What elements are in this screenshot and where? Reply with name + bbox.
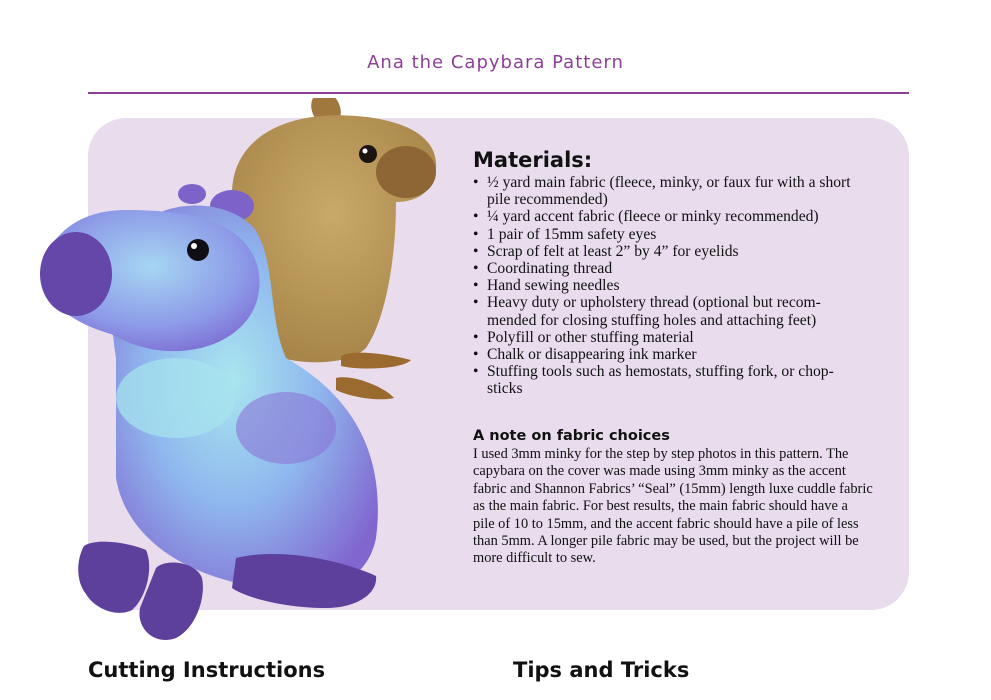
title-divider bbox=[88, 92, 909, 94]
list-item: • Chalk or disappearing ink marker bbox=[473, 346, 873, 363]
list-item: • Hand sewing needles bbox=[473, 277, 873, 294]
page-title: Ana the Capybara Pattern bbox=[367, 52, 624, 73]
fabric-note bbox=[473, 428, 873, 568]
list-item: • 1 pair of 15mm safety eyes bbox=[473, 226, 873, 243]
list-item: • Scrap of felt at least 2” by 4” for eyelids bbox=[473, 243, 873, 260]
materials-list bbox=[473, 174, 873, 398]
tips-and-tricks-heading: Tips and Tricks bbox=[513, 658, 690, 682]
capybara-plush-photo bbox=[36, 98, 456, 650]
cutting-instructions-heading: Cutting Instructions bbox=[88, 658, 326, 682]
fabric-note-body: I used 3mm minky for the step by step photos in this pattern. The capybara on the cover was made using 3mm minky as the accent fabric and Shannon Fabrics’ “Seal” (15mm) length luxe cuddle fabric as the main fabric. For best results, the main fabric should have a pile of 10 to 15mm, and the accent fabric should have a pile of less than 5mm. A longer pile fabric may be used, but the project will be more difficult to sew. bbox=[473, 446, 873, 567]
list-item: • Stuffing tools such as hemostats, stuffing fork, or chop- sticks bbox=[473, 363, 873, 397]
list-item: • ¼ yard accent fabric (fleece or minky recommended) bbox=[473, 208, 873, 225]
list-item: • Coordinating thread bbox=[473, 260, 873, 277]
fabric-note-heading: A note on fabric choices bbox=[473, 428, 670, 444]
materials-section bbox=[473, 148, 873, 398]
list-item: • ½ yard main fabric (fleece, minky, or faux fur with a short pile recommended) bbox=[473, 174, 873, 208]
list-item: • Polyfill or other stuffing material bbox=[473, 329, 873, 346]
list-item: • Heavy duty or upholstery thread (optional but recom- mended for closing stuffing holes and attaching feet) bbox=[473, 294, 873, 328]
materials-heading: Materials: bbox=[473, 148, 593, 172]
